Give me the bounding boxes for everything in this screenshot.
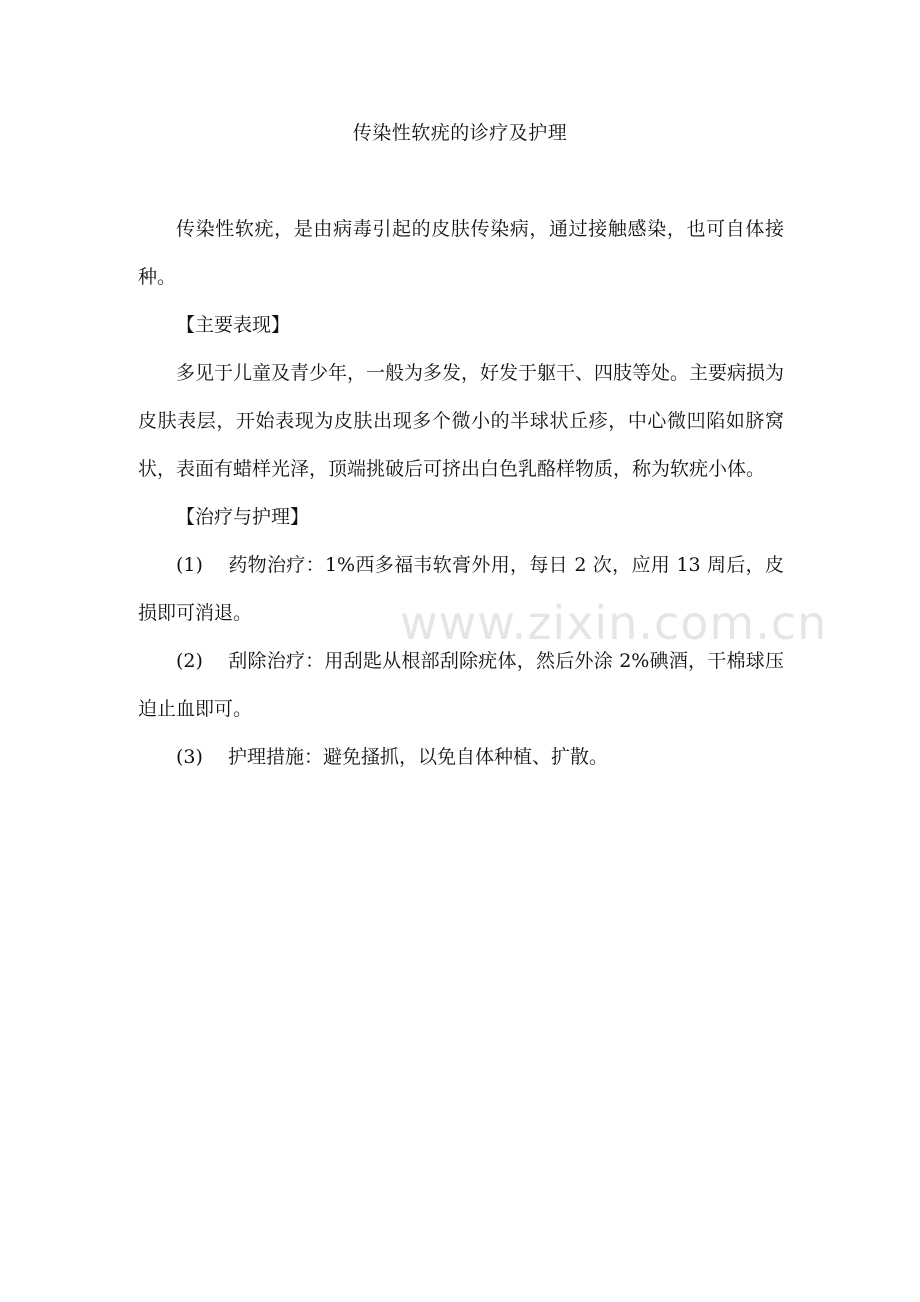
watermark-text: www.zixin.com.cn (400, 596, 828, 650)
symptoms-paragraph: 多见于儿童及青少年，一般为多发，好发于躯干、四肢等处。主要病损为皮肤表层，开始表现为皮肤出现多个微小的半球状丘疹，中心微凹陷如脐窝状，表面有蜡样光泽，顶端挑破后可挤出白色乳酪样物质，称为软疣小体。 (138, 362, 785, 480)
document-body (138, 205, 828, 781)
item-text: 药物治疗：1%西多福韦软膏外用，每日 2 次，应用 13 周后，皮损即可消退。 (138, 554, 784, 624)
item-text: 刮除治疗：用刮匙从根部刮除疣体，然后外涂 2%碘酒，干棉球压迫止血即可。 (138, 650, 784, 720)
item-number: (2) (176, 650, 203, 672)
item-number: (3) (176, 746, 203, 768)
document-title: 传染性软疣的诊疗及护理 (352, 122, 568, 144)
section-heading-symptoms: 【主要表现】 (176, 314, 291, 336)
treatment-item-2 (138, 637, 784, 733)
item-text: 护理措施：避免搔抓，以免自体种植、扩散。 (228, 746, 609, 768)
treatment-item-1 (138, 541, 784, 637)
treatment-item-3 (138, 733, 784, 781)
section-heading-treatment: 【治疗与护理】 (176, 506, 310, 528)
item-number: (1) (176, 554, 203, 576)
intro-paragraph: 传染性软疣，是由病毒引起的皮肤传染病，通过接触感染，也可自体接种。 (138, 218, 784, 288)
